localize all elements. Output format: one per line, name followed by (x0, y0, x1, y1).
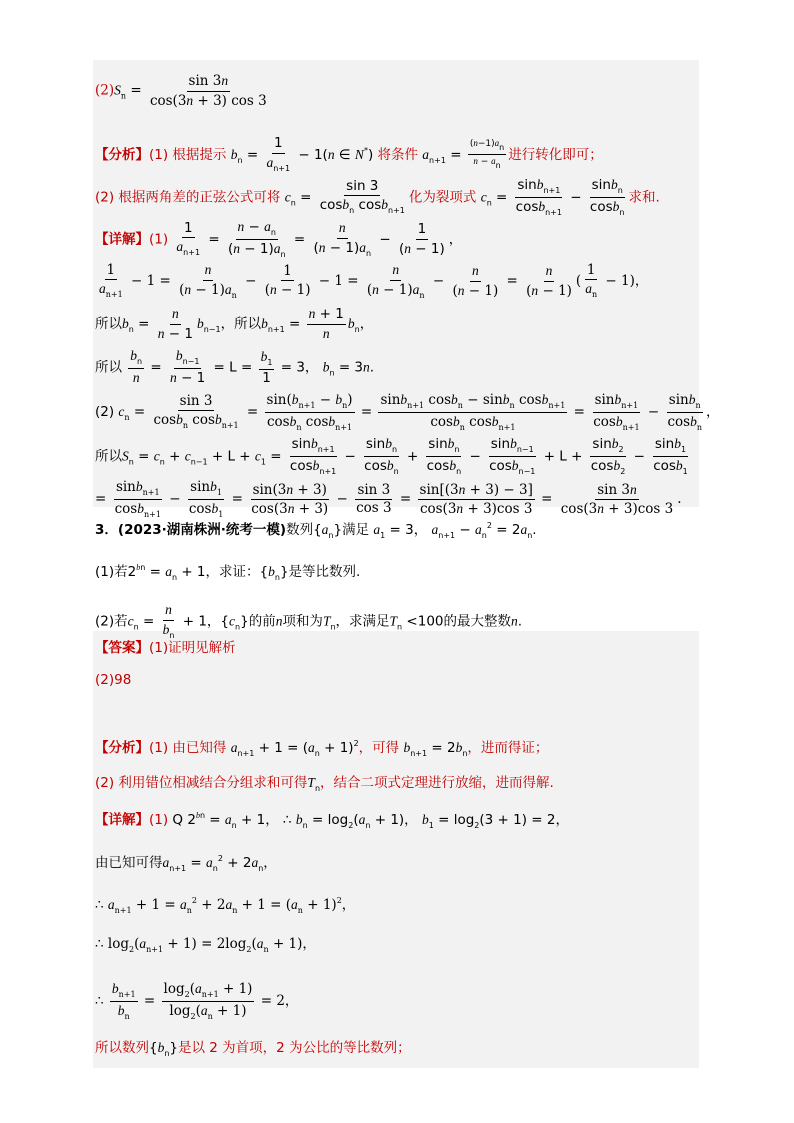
analysis2-line-2: (2) 利用错位相减结合分组求和可得$T_n$，结合二项式定理进行放缩，进而得解. (95, 775, 554, 793)
detail-line-4: 所以 $\frac{b_n}{n}$ = $\frac{b_{n-1}}{n - 1}$ = L = $\frac{b_1}{1}$ = 3， $b_n = 3n$. (95, 348, 375, 386)
answer-label: 【答案】 (95, 640, 149, 656)
detail2-line-6: 所以数列$\{b_n\}$是以 2 为首项，2 为公比的等比数列； (95, 1040, 411, 1058)
detail-label-2: 【详解】 (95, 812, 149, 828)
analysis-line-2: (2) 根据两角差的正弦公式可将 $c_n$ = $\frac{\sin 3}{\cos b_n \cos b_{n+1}}$ 化为裂项式 $c_n$ = $\frac{\sin b_{n+1}}{\cos b_{n+1}}$ − $\frac{\sin b_n}{\cos b_n}$ 求和. (95, 177, 660, 217)
detail-line-2: $\frac{1}{a_{n+1}}$ − 1 = $\frac{n}{(n - 1)a_n}$ − $\frac{1}{(n - 1)}$ − 1 = $\frac{n}{(n - 1)a_n}$ − $\frac{n}{(n - 1)}$ = $\frac{n}{(n - 1)}$ ( $\frac{1}{a_n}$ − 1)， (99, 261, 649, 300)
question-3-stem: 3．(2023·湖南株洲·统考一模)数列$\{a_n\}$满足 $a_1 = 3$， $a_{n+1} - a_n^2 = 2a_n$. (95, 521, 537, 540)
detail2-line-2: 由已知可得$a_{n+1} = a_n^2 + 2a_n$， (95, 854, 277, 873)
analysis-line-1: 【分析】(1) 根据提示 $b_n$ = $\frac{1}{a_{n+1}}$ − 1(n ∈ N*) 将条件 $a_{n+1}$ = $\frac{(n-1)an}{n - an}$ 进行转化即可； (95, 135, 603, 173)
detail2-line-3: ∴ $a_{n+1} + 1 = a_n^2 + 2a_n + 1 = (a_n + 1)^2$， (95, 896, 356, 915)
detail-line-5: (2) $c_n$ = $\frac{\sin 3}{\cos b_n \cos b_{n+1}}$ = $\frac{\sin(b_{n+1} - b_n)}{\cos b_n \cos b_{n+1}}$ = $\frac{\sin b_{n+1} \cos b_n - \sin b_n \cos b_{n+1}}{\cos b_n \cos b_{n+1}}$ = $\frac{\sin b_{n+1}}{\cos b_{n+1}}$ − $\frac{\sin b_n}{\cos b_n}$ ， (95, 392, 720, 432)
detail2-line-5: ∴ $\frac{b_{n+1}}{b_n}$ = $\frac{\log_2(a_{n+1} + 1)}{\log_2(a_n + 1)}$ = 2， (95, 981, 299, 1021)
question-3-part-2: (2)若$c_n$ = $\frac{n}{b_n}$ + 1，$\{c_n\}$的前n项和为$T_n$，求满足$T_n <100$的最大整数n. (95, 602, 523, 640)
fraction-sn: $\frac{\sin 3n}{\cos(3n + 3) \cos 3}$ (149, 73, 267, 109)
analysis-label: 【分析】 (95, 146, 149, 163)
detail2-line-1: 【详解】(1) Q $2^{bn} = a_n + 1$， ∴ $b_n = \log_2(a_n + 1)$， $b_1 = \log_2(3 + 1) = 2$， (95, 811, 569, 830)
answer-line-1: 【答案】(1)证明见解析 (95, 640, 236, 656)
detail-label: 【详解】 (95, 231, 149, 248)
answer-line-2: (2)98 (95, 672, 132, 688)
detail-line-1: 【详解】(1) $\frac{1}{a_{n+1}}$ = $\frac{n - a_n}{(n - 1)a_n}$ = $\frac{n}{(n - 1)a_n}$ − $\frac{1}{(n - 1)}$ ， (95, 219, 463, 259)
question-number: 3． (95, 522, 118, 538)
detail2-line-4: ∴ $\log_2(a_{n+1} + 1) = 2\log_2(a_n + 1)$， (95, 936, 316, 954)
detail-line-6: 所以$S_n = c_n + c_{n-1} + L + c_1$ = $\frac{\sin b_{n+1}}{\cos b_{n+1}}$ − $\frac{\sin b_n}{\cos b_n}$ + $\frac{\sin b_n}{\cos b_n}$ − $\frac{\sin b_{n-1}}{\cos b_{n-1}}$ + L + $\frac{\sin b_2}{\cos b_2}$ − $\frac{\sin b_1}{\cos b_1}$ (95, 436, 688, 476)
question-3-part-1: (1)若$2^{bn} = a_n + 1$，求证：$\{b_n\}$是等比数列. (95, 563, 361, 582)
result-s-n: $(2)S_n$ = $\frac{\sin 3n}{\cos(3n + 3) \cos 3}$ (95, 73, 267, 109)
analysis2-line-1: 【分析】(1) 由已知得 $a_{n+1} + 1 = (a_n + 1)^2$，可得 $b_{n+1} = 2b_n$，进而得证； (95, 739, 549, 758)
detail-line-7: = $\frac{\sin b_{n+1}}{\cos b_{n+1}}$ − $\frac{\sin b_1}{\cos b_1}$ = $\frac{\sin(3n + 3)}{\cos(3n + 3)}$ − $\frac{\sin 3}{\cos 3}$ = $\frac{\sin[(3n + 3) - 3]}{\cos(3n + 3)\cos 3}$ = $\frac{\sin 3n}{\cos(3n + 3)\cos 3}$ . (95, 479, 682, 519)
part-2-label: (2) (95, 82, 115, 99)
question-source: (2023·湖南株洲·统考一模) (117, 522, 287, 538)
detail-line-3: 所以$b_n$ = $\frac{n}{n - 1}$ $b_{n-1}$，所以$b_{n+1}$ = $\frac{n + 1}{n}$ $b_n$， (95, 306, 374, 342)
analysis-label-2: 【分析】 (95, 740, 149, 756)
